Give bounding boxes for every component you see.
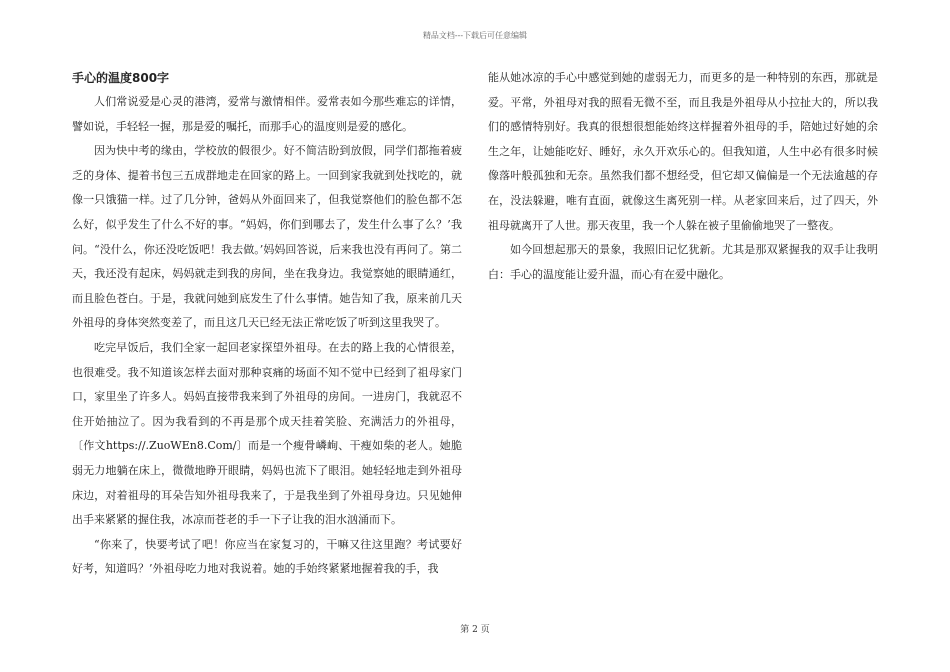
left-column — [72, 66, 462, 582]
page-number: 第 2 页 — [460, 625, 490, 635]
article-title: 手心的温度800字 — [72, 71, 170, 85]
paragraph: 如今回想起那天的景象，我照旧记忆犹新。尤其是那双紧握我的双手让我明白：手心的温度能让爱升温，而心有在爱中融化。 — [488, 243, 878, 281]
paragraph: “你来了，快要考试了吧！你应当在家复习的，干嘛又往这里跑？考试要好好考，知道吗？’外祖母吃力地对我说着。她的手始终紧紧地握着我的手，我 — [72, 537, 462, 576]
paragraph-continued: 能从她冰凉的手心中感觉到她的虚弱无力，而更多的是一种特别的东西，那就是爱。平常，外祖母对我的照看无微不至，而且我是外祖母从小拉扯大的，所以我们的感情特别好。我真的很想很想能始终这样握着外祖母的手，陪她过好她的余生之年，让她能吃好、睡好，永久开欢乐心的。但我知道，人生中必有很多时候像落叶般孤独和无奈。虽然我们都不想经受，但它却又偏偏是一个无法逾越的存在，没法躲避，唯有直面，就像这生离死别一样。从老家回来后，过了四天，外祖母就离开了人世。那天夜里，我一个人躲在被子里偷偷地哭了一整夜。 — [488, 71, 878, 232]
page-header: 精品文档---下载后可任意编辑 — [422, 31, 528, 40]
right-column — [488, 66, 878, 287]
paragraph: 吃完早饭后，我们全家一起回老家探望外祖母。在去的路上我的心情很差，也很难受。我不知道该怎样去面对那种哀痛的场面不知不觉中已经到了祖母家门口，家里坐了许多人。妈妈直接带我来到了外祖母的房间。一进房门，我就忍不住开始抽泣了。因为我看到的不再是那个成天挂着笑脸、充满活力的外祖母，〔作文https://.ZuoWEn8.Com/〕而是一个瘦骨嶙峋、干瘦如柴的老人。她脆弱无力地躺在床上，微微地睁开眼睛，妈妈也流下了眼泪。她轻轻地走到外祖母床边，对着祖母的耳朵告知外祖母我来了，于是我坐到了外祖母身边。只见她伸出手来紧紧的握住我，冰凉而苍老的手一下子让我的泪水汹涌而下。 — [72, 340, 462, 527]
paragraph: 因为快中考的缘由，学校放的假很少。好不简洁盼到放假，同学们都拖着疲乏的身体、提着书包三五成群地走在回家的路上。一回到家我就到处找吃的，就像一只饿猫一样。过了几分钟，爸妈从外面回来了，但我觉察他们的脸色都不怎么好，似乎发生了什么不好的事。“妈妈，你们到哪去了，发生什么事了么？’我问。“没什么，你还没吃饭吧！我去做。’妈妈回答说，后来我也没有再问了。第二天，我还没有起床，妈妈就走到我的房间，坐在我身边。我觉察她的眼睛通红，而且脸色苍白。于是，我就问她到底发生了什么事情。她告知了我，原来前几天外祖母的身体突然变差了，而且这几天已经无法正常吃饭了听到这里我哭了。 — [72, 144, 462, 330]
paragraph: 人们常说爱是心灵的港湾，爱常与激情相伴。爱常表如今那些难忘的详情，譬如说，手轻轻一握，那是爱的嘱托，而那手心的温度则是爱的感化。 — [72, 95, 462, 133]
